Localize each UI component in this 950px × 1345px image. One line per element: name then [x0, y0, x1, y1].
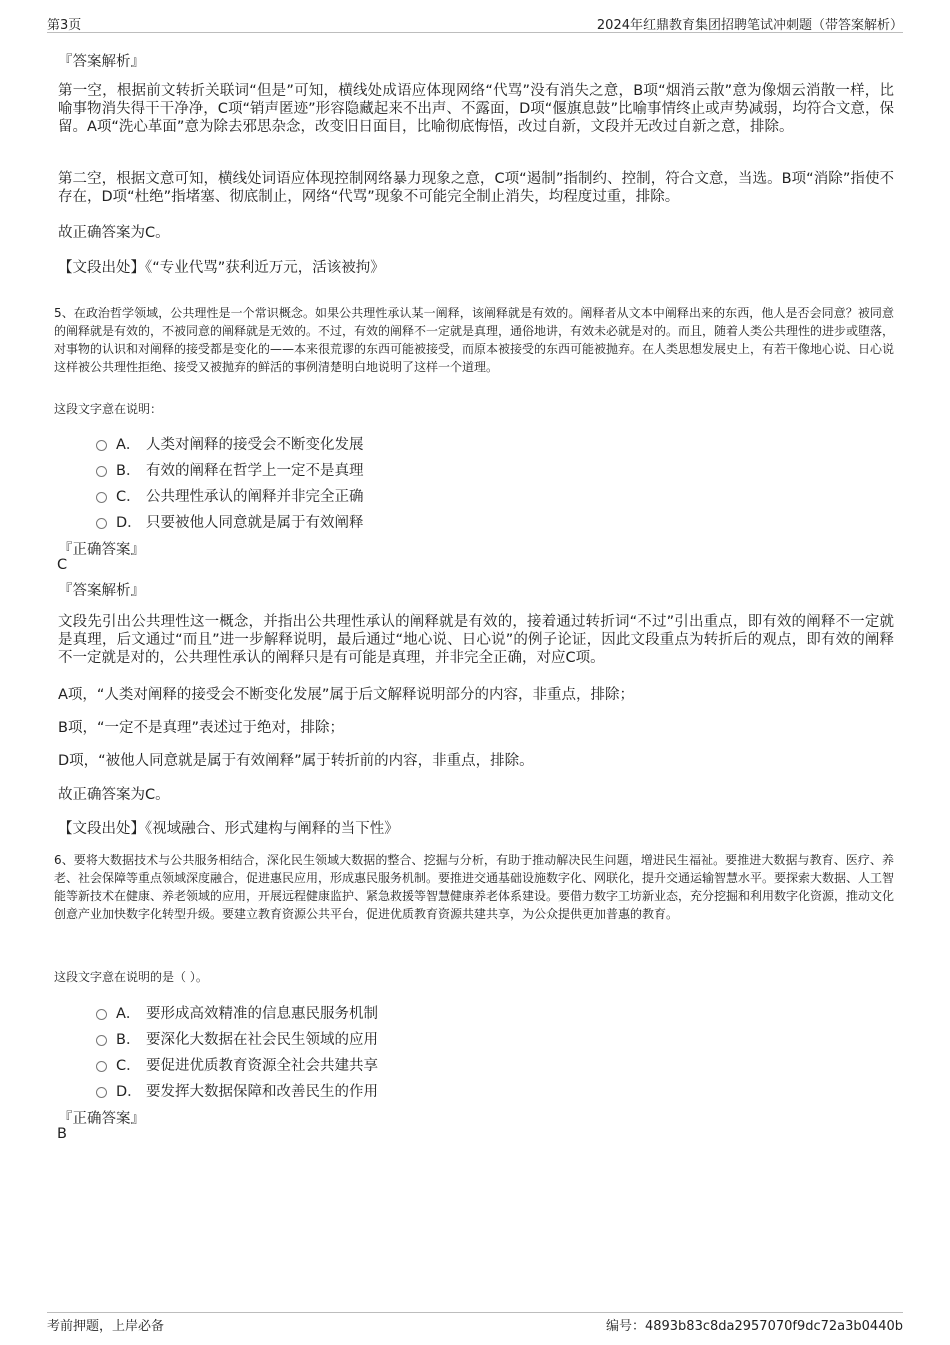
- q6-option-a[interactable]: [96, 1002, 378, 1023]
- q5-analysis-p1: 文段先引出公共理性这一概念，并指出公共理性承认的阐释就是有效的，接着通过转折词“不过”引出重点，即有效的阐释不一定就是真理，后文通过“而且”进一步解释说明，最后通过“地心说、日心说”的例子论证，因此文段重点为转折后的观点，即有效的阐释不一定就是对的，公共理性承认的阐释只是有可能是真理，并非完全正确，对应C项。: [58, 614, 894, 666]
- q5-answer-label: 『正确答案』: [58, 542, 145, 558]
- option-key: A．: [116, 437, 141, 453]
- radio-icon[interactable]: [96, 518, 107, 529]
- option-key: B．: [116, 1032, 141, 1048]
- q5-text: 5、在政治哲学领域，公共理性是一个常识概念。如果公共理性承认某一阐释，该阐释就是有效的。阐释者从文本中阐释出来的东西，他人是否会同意？被同意的阐释就是有效的，不被同意的阐释就是无效的。不过，有效的阐释不一定就是真理，通俗地讲，有效未必就是对的。而且，随着人类公共理性的进步或堕落，对事物的认识和对阐释的接受都是变化的——本来很荒谬的东西可能被接受，而原本被接受的东西可能被抛弃。在人类思想发展史上，有若干像地心说、日心说这样被公共理性拒绝、接受又被抛弃的鲜活的事例清楚明白地说明了这样一个道理。: [54, 306, 895, 374]
- radio-icon[interactable]: [96, 466, 107, 477]
- q5-source: 【文段出处】《视域融合、形式建构与阐释的当下性》: [58, 821, 399, 837]
- option-text: 要发挥大数据保障和改善民生的作用: [146, 1084, 378, 1100]
- q5-analysis-label: 『答案解析』: [58, 583, 145, 599]
- document-title: 2024年红鼎教育集团招聘笔试冲刺题（带答案解析）: [596, 18, 903, 33]
- q4-analysis-p2: 第二空，根据文意可知，横线处词语应体现控制网络暴力现象之意，C项“遏制”指制约、控制，符合文意，当选。B项“消除”指使不存在，D项“杜绝”指堵塞、彻底制止，网络“代骂”现象不可能完全制止消失，均程度过重，排除。: [58, 171, 894, 205]
- radio-icon[interactable]: [96, 440, 107, 451]
- q4-analysis-p1: 第一空，根据前文转折关联词“但是”可知，横线处成语应体现网络“代骂”没有消失之意，B项“烟消云散”意为像烟云消散一样，比喻事物消失得干干净净，C项“销声匿迹”形容隐藏起来不出声、不露面，D项“偃旗息鼓”比喻事情终止或声势减弱，均符合文意，保留。A项“洗心革面”意为除去邪思杂念，改变旧日面目，比喻彻底悔悟，改过自新，文段并无改过自新之意，排除。: [58, 83, 894, 135]
- option-text: 要促进优质教育资源全社会共建共享: [146, 1058, 378, 1074]
- q4-conclusion: 故正确答案为C。: [58, 225, 170, 241]
- q6-option-b[interactable]: [96, 1028, 378, 1049]
- page-number: 第3页: [47, 18, 82, 33]
- q5-option-a[interactable]: [96, 433, 364, 454]
- radio-icon[interactable]: [96, 1009, 107, 1020]
- option-key: D．: [116, 1084, 142, 1100]
- option-text: 有效的阐释在哲学上一定不是真理: [146, 463, 364, 479]
- option-text: 要深化大数据在社会民生领域的应用: [146, 1032, 378, 1048]
- option-text: 人类对阐释的接受会不断变化发展: [146, 437, 364, 453]
- q6-option-c[interactable]: [96, 1054, 378, 1075]
- q4-analysis-label: 『答案解析』: [58, 54, 145, 70]
- radio-icon[interactable]: [96, 1061, 107, 1072]
- option-key: B．: [116, 463, 141, 479]
- q6-option-d[interactable]: [96, 1080, 378, 1101]
- page-footer: [47, 1312, 903, 1334]
- q5-analysis-a: A项，“人类对阐释的接受会不断变化发展”属于后文解释说明部分的内容，非重点，排除；: [58, 687, 634, 703]
- option-text: 公共理性承认的阐释并非完全正确: [146, 489, 364, 505]
- q5-answer: C: [57, 557, 68, 573]
- option-key: C．: [116, 489, 141, 505]
- footer-slogan: 考前押题，上岸必备: [47, 1319, 165, 1334]
- q6-answer-label: 『正确答案』: [58, 1111, 145, 1127]
- q5-ask: 这段文字意在说明：: [54, 402, 163, 416]
- q5-analysis-b: B项，“一定不是真理”表述过于绝对，排除；: [58, 720, 344, 736]
- option-key: C．: [116, 1058, 141, 1074]
- q6-text: 6、要将大数据技术与公共服务相结合，深化民生领域大数据的整合、挖掘与分析，有助于推动解决民生问题，增进民生福祉。要推进大数据与教育、医疗、养老、社会保障等重点领域深度融合，促进惠民应用，形成惠民服务机制。要推进交通基础设施数字化、网联化，提升交通运输智慧水平。要探索大数据、人工智能等新技术在健康、养老领域的应用，开展远程健康监护、紧急救援等智慧健康养老体系建设。要借力数字工坊新业态，充分挖掘和利用数字化资源，推动文化创意产业加快数字化转型升级。要建立教育资源公共平台，促进优质教育资源共建共享，为公众提供更加普惠的教育。: [54, 853, 895, 921]
- q5-option-c[interactable]: [96, 485, 364, 506]
- option-text: 只要被他人同意就是属于有效阐释: [146, 515, 364, 531]
- page-header: [47, 12, 903, 33]
- q5-option-b[interactable]: [96, 459, 364, 480]
- option-key: D．: [116, 515, 142, 531]
- radio-icon[interactable]: [96, 492, 107, 503]
- q6-ask: 这段文字意在说明的是（ ）。: [54, 970, 208, 984]
- footer-serial: 编号：4893b83c8da2957070f9dc72a3b0440b: [605, 1319, 903, 1334]
- option-text: 要形成高效精准的信息惠民服务机制: [146, 1006, 378, 1022]
- q5-option-d[interactable]: [96, 511, 364, 532]
- q5-analysis-d: D项，“被他人同意就是属于有效阐释”属于转折前的内容，非重点，排除。: [58, 753, 534, 769]
- q6-answer: B: [57, 1126, 67, 1142]
- radio-icon[interactable]: [96, 1035, 107, 1046]
- option-key: A．: [116, 1006, 141, 1022]
- q5-conclusion: 故正确答案为C。: [58, 787, 170, 803]
- radio-icon[interactable]: [96, 1087, 107, 1098]
- q4-source: 【文段出处】《“专业代骂”获利近万元，活该被拘》: [58, 260, 385, 276]
